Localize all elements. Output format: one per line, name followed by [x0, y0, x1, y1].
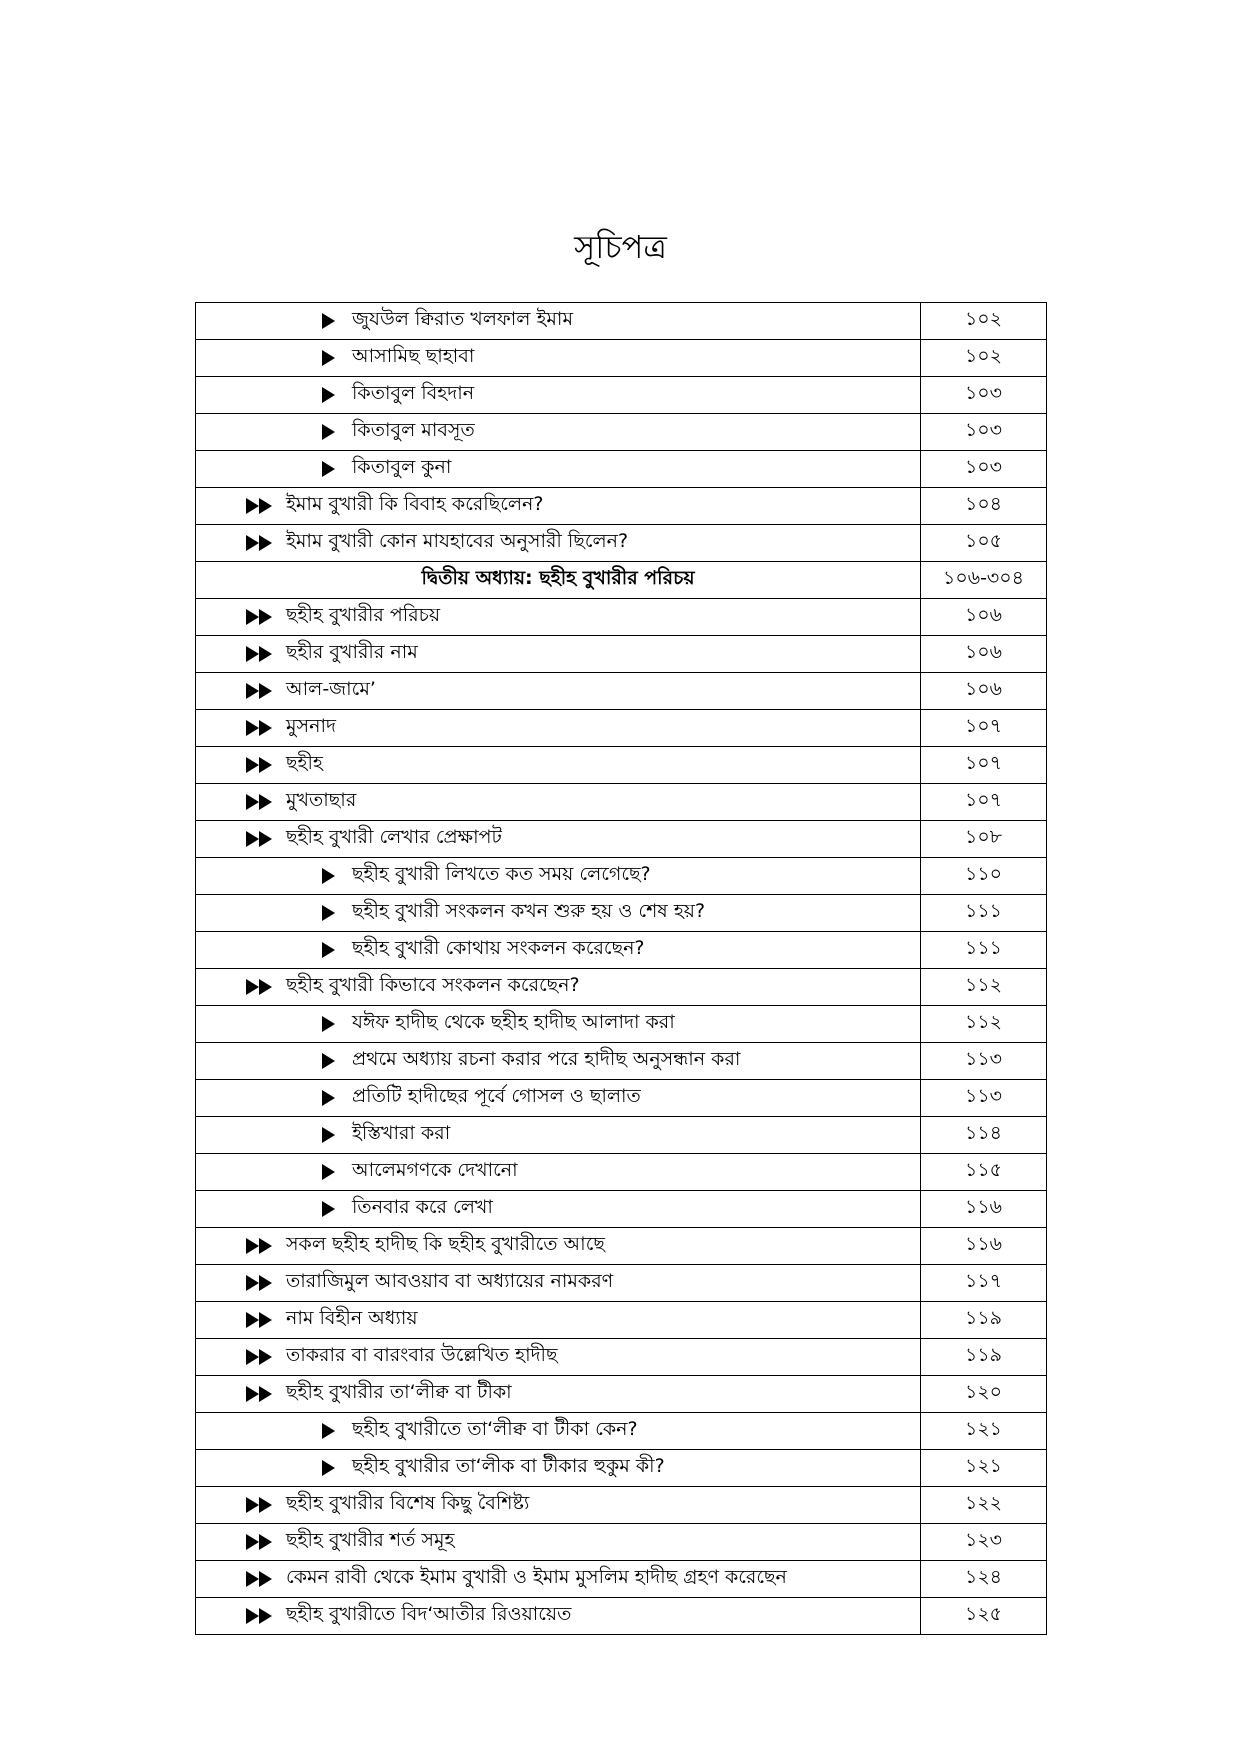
double-arrow-icon	[246, 1497, 276, 1513]
page-title: সূচিপত্র	[574, 228, 667, 266]
toc-row	[196, 1117, 1047, 1154]
toc-entry	[202, 1230, 914, 1262]
arrow-icon	[322, 1127, 338, 1143]
toc-entry-title: আসামিছ ছাহাবা	[352, 345, 475, 367]
double-arrow-icon	[246, 1275, 276, 1291]
toc-entry-cell	[196, 1154, 921, 1191]
toc-row	[196, 1561, 1047, 1598]
toc-row	[196, 636, 1047, 673]
double-arrow-icon	[246, 1349, 276, 1365]
toc-entry-title: ছহীহ বুখারীতে বিদ‘আতীর রিওয়ায়েত	[286, 1603, 572, 1625]
toc-row	[196, 1191, 1047, 1228]
toc-page-number: ১০৫	[921, 525, 1047, 562]
toc-entry	[202, 1082, 914, 1114]
toc-entry	[202, 1119, 914, 1151]
toc-row	[196, 895, 1047, 932]
toc-row	[196, 1043, 1047, 1080]
toc-entry-cell	[196, 1228, 921, 1265]
toc-page-number: ১২৫	[921, 1598, 1047, 1635]
toc-row	[196, 1376, 1047, 1413]
toc-table	[195, 302, 1047, 1635]
toc-body	[196, 303, 1047, 1635]
double-arrow-icon	[246, 831, 276, 847]
double-arrow-icon	[246, 535, 276, 551]
toc-entry-title: ইমাম বুখারী কি বিবাহ করেছিলেন?	[286, 493, 544, 515]
toc-entry-cell	[196, 1191, 921, 1228]
arrow-icon	[322, 942, 338, 958]
toc-page-number: ১০৬	[921, 636, 1047, 673]
toc-entry-cell	[196, 895, 921, 932]
toc-entry-title: প্রতিটি হাদীছের পূর্বে গোসল ও ছালাত	[352, 1085, 641, 1107]
toc-entry-cell	[196, 562, 921, 599]
toc-entry	[202, 712, 914, 744]
toc-entry-cell	[196, 932, 921, 969]
toc-entry-title: তাকরার বা বারংবার উল্লেখিত হাদীছ	[286, 1344, 558, 1366]
toc-row	[196, 1413, 1047, 1450]
toc-page-number: ১১৩	[921, 1080, 1047, 1117]
toc-page-number: ১১২	[921, 969, 1047, 1006]
toc-page-number: ১২১	[921, 1413, 1047, 1450]
toc-section-row	[196, 562, 1047, 599]
toc-entry-cell	[196, 673, 921, 710]
double-arrow-icon	[246, 1571, 276, 1587]
toc-entry-cell	[196, 1598, 921, 1635]
toc-entry-title: আলেমগণকে দেখানো	[352, 1159, 518, 1181]
toc-page-number: ১০৭	[921, 747, 1047, 784]
toc-entry-title: ছহীহ বুখারী সংকলন কখন শুরু হয় ও শেষ হয়?	[352, 900, 706, 922]
toc-page-number: ১০৬	[921, 599, 1047, 636]
toc-entry-title: তিনবার করে লেখা	[352, 1196, 493, 1218]
toc-page-number: ১২৩	[921, 1524, 1047, 1561]
toc-entry	[202, 1267, 914, 1299]
double-arrow-icon	[246, 498, 276, 514]
toc-entry-cell	[196, 1561, 921, 1598]
arrow-icon	[322, 1460, 338, 1476]
toc-row	[196, 1154, 1047, 1191]
toc-row	[196, 451, 1047, 488]
toc-row	[196, 969, 1047, 1006]
toc-entry-cell	[196, 636, 921, 673]
toc-row	[196, 1339, 1047, 1376]
toc-entry-cell	[196, 1265, 921, 1302]
toc-page-number: ১১৯	[921, 1339, 1047, 1376]
toc-entry-title: মুখতাছার	[286, 789, 357, 811]
toc-row	[196, 747, 1047, 784]
arrow-icon	[322, 1090, 338, 1106]
toc-entry-cell	[196, 747, 921, 784]
toc-entry-cell	[196, 1450, 921, 1487]
toc-page-number: ১১০	[921, 858, 1047, 895]
toc-entry	[202, 1304, 914, 1336]
toc-page-number: ১০৮	[921, 821, 1047, 858]
toc-page-number: ১০৪	[921, 488, 1047, 525]
toc-entry-title: ইমাম বুখারী কোন মাযহাবের অনুসারী ছিলেন?	[286, 530, 629, 552]
toc-entry-title: ছহীহ বুখারী লিখতে কত সময় লেগেছে?	[352, 863, 651, 885]
toc-row	[196, 488, 1047, 525]
toc-entry-cell	[196, 1043, 921, 1080]
double-arrow-icon	[246, 720, 276, 736]
toc-entry	[202, 1045, 914, 1077]
double-arrow-icon	[246, 1312, 276, 1328]
toc-page-number: ১০৩	[921, 377, 1047, 414]
toc-entry-title: নাম বিহীন অধ্যায়	[286, 1307, 418, 1329]
toc-row	[196, 1228, 1047, 1265]
toc-row	[196, 1598, 1047, 1635]
toc-page-number: ১২১	[921, 1450, 1047, 1487]
toc-entry	[202, 1156, 914, 1188]
toc-row	[196, 599, 1047, 636]
toc-entry-cell	[196, 1080, 921, 1117]
toc-row	[196, 377, 1047, 414]
toc-entry-cell	[196, 1413, 921, 1450]
toc-entry-cell	[196, 377, 921, 414]
toc-entry-cell	[196, 1339, 921, 1376]
toc-page-number: ১১১	[921, 932, 1047, 969]
toc-row	[196, 1450, 1047, 1487]
toc-entry	[202, 564, 914, 596]
double-arrow-icon	[246, 683, 276, 699]
toc-entry-cell	[196, 1524, 921, 1561]
toc-page-number: ১০৩	[921, 451, 1047, 488]
toc-row	[196, 340, 1047, 377]
toc-page-number: ১০৭	[921, 784, 1047, 821]
toc-entry-cell	[196, 451, 921, 488]
toc-entry-title: ছহীহ বুখারী কোথায় সংকলন করেছেন?	[352, 937, 645, 959]
toc-row	[196, 525, 1047, 562]
toc-entry-cell	[196, 1302, 921, 1339]
toc-entry	[202, 342, 914, 374]
toc-row	[196, 414, 1047, 451]
toc-row	[196, 1487, 1047, 1524]
toc-entry-title: ছহীর বুখারীর নাম	[286, 641, 418, 663]
toc-page-number: ১১৪	[921, 1117, 1047, 1154]
double-arrow-icon	[246, 646, 276, 662]
toc-entry	[202, 416, 914, 448]
toc-row	[196, 1006, 1047, 1043]
arrow-icon	[322, 1053, 338, 1069]
toc-entry	[202, 1193, 914, 1225]
toc-row	[196, 784, 1047, 821]
toc-entry	[202, 1008, 914, 1040]
toc-page-number: ১০৬	[921, 673, 1047, 710]
toc-entry-title: কেমন রাবী থেকে ইমাম বুখারী ও ইমাম মুসলিম হাদীছ গ্রহণ করেছেন	[286, 1566, 787, 1588]
toc-entry-cell	[196, 488, 921, 525]
toc-entry-cell	[196, 1006, 921, 1043]
toc-entry-title: কিতাবুল মাবসূত	[352, 419, 475, 441]
toc-entry-title: ছহীহ বুখারীর তা‘লীক্ব বা টীকা	[286, 1381, 512, 1403]
toc-page-number: ১১৯	[921, 1302, 1047, 1339]
toc-entry-cell	[196, 340, 921, 377]
toc-entry-title: ছহীহ	[286, 752, 323, 774]
toc-page-number: ১১৩	[921, 1043, 1047, 1080]
toc-entry-cell	[196, 1487, 921, 1524]
toc-entry	[202, 675, 914, 707]
toc-entry-cell	[196, 525, 921, 562]
toc-entry	[202, 749, 914, 781]
toc-row	[196, 1524, 1047, 1561]
arrow-icon	[322, 313, 338, 329]
arrow-icon	[322, 424, 338, 440]
toc-entry-title: যঈফ হাদীছ থেকে ছহীহ হাদীছ আলাদা করা	[352, 1011, 675, 1033]
toc-row	[196, 1080, 1047, 1117]
double-arrow-icon	[246, 609, 276, 625]
toc-row	[196, 673, 1047, 710]
toc-page-number: ১০২	[921, 303, 1047, 340]
toc-entry	[202, 1600, 914, 1632]
double-arrow-icon	[246, 1386, 276, 1402]
toc-row	[196, 1302, 1047, 1339]
toc-entry-title: মুসনাদ	[286, 715, 336, 737]
toc-entry-cell	[196, 1376, 921, 1413]
toc-entry-title: ছহীহ বুখারী লেখার প্রেক্ষাপট	[286, 826, 502, 848]
toc-row	[196, 858, 1047, 895]
toc-entry	[202, 1563, 914, 1595]
toc-entry	[202, 1526, 914, 1558]
toc-page-number: ১১৭	[921, 1265, 1047, 1302]
toc-entry-title: ছহীহ বুখারীর তা‘লীক বা টীকার হুকুম কী?	[352, 1455, 665, 1477]
double-arrow-icon	[246, 979, 276, 995]
toc-entry	[202, 305, 914, 337]
toc-row	[196, 710, 1047, 747]
toc-entry-cell	[196, 414, 921, 451]
toc-entry-cell	[196, 969, 921, 1006]
toc-entry	[202, 786, 914, 818]
toc-entry-title: সকল ছহীহ হাদীছ কি ছহীহ বুখারীতে আছে	[286, 1233, 605, 1255]
toc-entry	[202, 860, 914, 892]
toc-page-number: ১১৬	[921, 1228, 1047, 1265]
toc-entry	[202, 601, 914, 633]
toc-row	[196, 821, 1047, 858]
toc-entry-cell	[196, 784, 921, 821]
toc-entry	[202, 638, 914, 670]
toc-entry-title: ছহীহ বুখারীর শর্ত সমূহ	[286, 1529, 455, 1551]
arrow-icon	[322, 905, 338, 921]
toc-page-number: ১২০	[921, 1376, 1047, 1413]
toc-entry	[202, 453, 914, 485]
toc-entry	[202, 1489, 914, 1521]
toc-entry	[202, 1341, 914, 1373]
double-arrow-icon	[246, 1608, 276, 1624]
toc-row	[196, 1265, 1047, 1302]
arrow-icon	[322, 1016, 338, 1032]
toc-entry	[202, 971, 914, 1003]
toc-page-number: ১১৬	[921, 1191, 1047, 1228]
toc-entry	[202, 1415, 914, 1447]
toc-entry-title: প্রথমে অধ্যায় রচনা করার পরে হাদীছ অনুসন্ধান করা	[352, 1048, 741, 1070]
toc-page-number: ১০২	[921, 340, 1047, 377]
toc-entry-cell	[196, 303, 921, 340]
toc-page-number: ১১৫	[921, 1154, 1047, 1191]
toc-entry-title: ছহীহ বুখারী কিভাবে সংকলন করেছেন?	[286, 974, 580, 996]
toc-entry-title: ছহীহ বুখারীর পরিচয়	[286, 604, 441, 626]
toc-entry-cell	[196, 710, 921, 747]
toc-entry	[202, 379, 914, 411]
toc-entry	[202, 823, 914, 855]
toc-entry-cell	[196, 1117, 921, 1154]
arrow-icon	[322, 350, 338, 366]
toc-page-number: ১২৪	[921, 1561, 1047, 1598]
toc-entry-title: ছহীহ বুখারীর বিশেষ কিছু বৈশিষ্ট্য	[286, 1492, 530, 1514]
double-arrow-icon	[246, 1238, 276, 1254]
toc-entry-title: তারাজিমুল আবওয়াব বা অধ্যায়ের নামকরণ	[286, 1270, 614, 1292]
arrow-icon	[322, 461, 338, 477]
toc-entry-title: দ্বিতীয় অধ্যায়: ছহীহ বুখারীর পরিচয়	[421, 567, 695, 589]
toc-entry-title: ছহীহ বুখারীতে তা‘লীক্ব বা টীকা কেন?	[352, 1418, 638, 1440]
double-arrow-icon	[246, 794, 276, 810]
arrow-icon	[322, 1164, 338, 1180]
toc-entry-title: ইস্তিখারা করা	[352, 1122, 451, 1144]
toc-entry-title: কিতাবুল বিহদান	[352, 382, 475, 404]
toc-page-number: ১১২	[921, 1006, 1047, 1043]
toc-page-number: ১২২	[921, 1487, 1047, 1524]
double-arrow-icon	[246, 1534, 276, 1550]
arrow-icon	[322, 868, 338, 884]
toc-page-number: ১১১	[921, 895, 1047, 932]
toc-page-number: ১০৭	[921, 710, 1047, 747]
arrow-icon	[322, 1201, 338, 1217]
arrow-icon	[322, 1423, 338, 1439]
toc-row	[196, 303, 1047, 340]
toc-entry-cell	[196, 599, 921, 636]
arrow-icon	[322, 387, 338, 403]
toc-row	[196, 932, 1047, 969]
toc-page-number: ১০৩	[921, 414, 1047, 451]
toc-entry-title: আল-জামে’	[286, 678, 376, 700]
toc-entry	[202, 490, 914, 522]
toc-entry-cell	[196, 858, 921, 895]
toc-entry	[202, 1452, 914, 1484]
toc-entry-cell	[196, 821, 921, 858]
toc-entry-title: জুযউল ক্বিরাত খলফাল ইমাম	[352, 308, 573, 330]
double-arrow-icon	[246, 757, 276, 773]
toc-entry	[202, 1378, 914, 1410]
toc-entry	[202, 527, 914, 559]
toc-entry	[202, 934, 914, 966]
toc-entry	[202, 897, 914, 929]
toc-page-number: ১০৬-৩০৪	[921, 562, 1047, 599]
toc-entry-title: কিতাবুল কুনা	[352, 456, 452, 478]
